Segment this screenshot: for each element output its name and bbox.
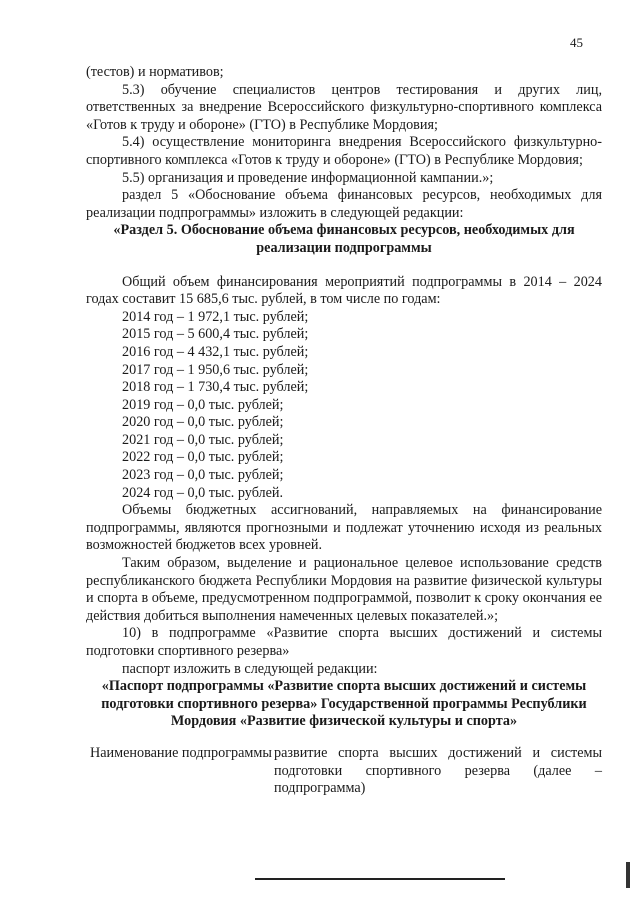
list-item: 2024 год – 0,0 тыс. рублей.	[122, 484, 284, 501]
paragraph-section-5-intro: раздел 5 «Обоснование объема финансовых ресурсов, необходимых для реализации подпрограммы» изложить в следующей редакции:	[86, 187, 602, 221]
paragraph-passport-intro: паспорт изложить в следующей редакции:	[122, 660, 378, 677]
list-item: 2014 год – 1 972,1 тыс. рублей;	[122, 308, 309, 325]
list-item: 2018 год – 1 730,4 тыс. рублей;	[122, 379, 309, 396]
passport-value-subprogram-name: развитие спорта высших достижений и системы подготовки спортивного резерва (далее – подпрограмма)	[274, 744, 602, 797]
list-item: 2023 год – 0,0 тыс. рублей;	[122, 467, 284, 484]
list-item: 2015 год – 5 600,4 тыс. рублей;	[122, 326, 309, 343]
paragraph-item-5-3: 5.3) обучение специалистов центров тестирования и других лиц, ответственных за внедрение Всероссийского физкультурно-спортивного комплекса «Готов к труду и обороне» (ГТО) в Республике Мордовия;	[86, 81, 602, 133]
paragraph-rational-use: Таким образом, выделение и рациональное целевое использование средств республиканского бюджета Республики Мордовия на развитие физической культуры и спорта в объеме, предусмотренном подпрограммой, позволит к сроку окончания ее действия добиться выполнения намеченных целевых показателей.»;	[86, 555, 602, 624]
passport-label-subprogram-name: Наименование подпрограммы	[90, 744, 272, 761]
list-item: 2020 год – 0,0 тыс. рублей;	[122, 414, 284, 431]
paragraph-tests-norms: (тестов) и нормативов;	[86, 64, 224, 80]
list-item: 2022 год – 0,0 тыс. рублей;	[122, 449, 284, 466]
list-item: 2016 год – 4 432,1 тыс. рублей;	[122, 343, 309, 360]
scan-edge-mark	[626, 862, 630, 888]
list-item: 2017 год – 1 950,6 тыс. рублей;	[122, 361, 309, 378]
paragraph-item-5-4: 5.4) осуществление мониторинга внедрения Всероссийского физкультурно-спортивного комплекса «Готов к труду и обороне» (ГТО) в Республике Мордовия;	[86, 134, 602, 168]
list-item: 2019 год – 0,0 тыс. рублей;	[122, 396, 284, 413]
page-number: 45	[570, 35, 583, 50]
financing-years-list	[86, 309, 602, 503]
paragraph-budget-allocations: Объемы бюджетных ассигнований, направляемых на финансирование подпрограммы, являются прогнозными и подлежат уточнению исходя из реальных возможностей бюджетов всех уровней.	[86, 502, 602, 554]
passport-table	[86, 745, 602, 798]
section-5-heading: «Раздел 5. Обоснование объема финансовых ресурсов, необходимых для реализации подпрограммы	[113, 222, 575, 256]
paragraph-item-5-5: 5.5) организация и проведение информационной кампании.»;	[122, 169, 494, 186]
financing-intro: Общий объем финансирования мероприятий подпрограммы в 2014 – 2024 годах составит 15 685,6 тыс. рублей, в том числе по годам:	[86, 273, 602, 308]
bottom-scan-line	[255, 878, 505, 880]
spacer	[86, 258, 602, 274]
document-body	[86, 64, 602, 798]
list-item: 2021 год – 0,0 тыс. рублей;	[122, 431, 284, 448]
passport-heading: «Паспорт подпрограммы «Развитие спорта высших достижений и системы подготовки спортивного резерва» Государственной программы Республики Мордовия «Развитие физической культуры и спорта»	[101, 678, 587, 730]
paragraph-item-10: 10) в подпрограмме «Развитие спорта высших достижений и системы подготовки спортивного резерва»	[86, 625, 602, 659]
